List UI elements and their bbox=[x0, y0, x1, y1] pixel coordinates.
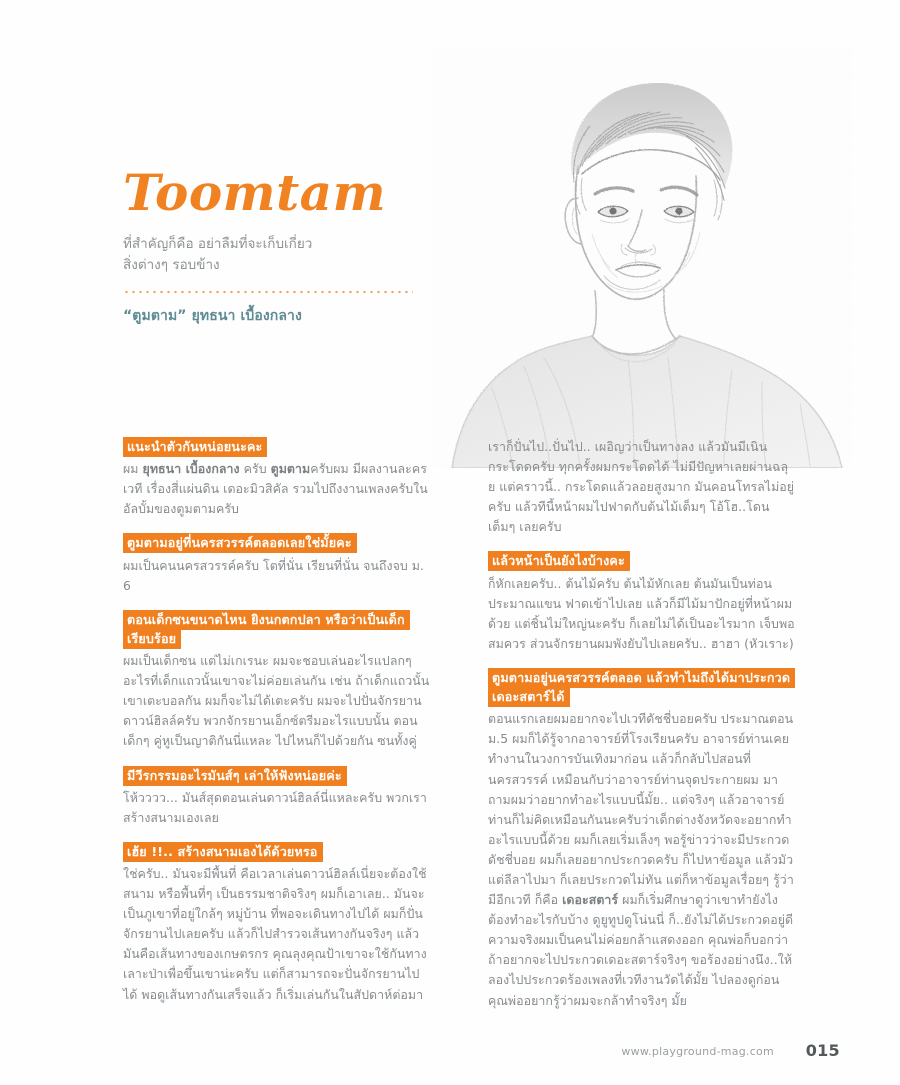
portrait-illustration bbox=[432, 48, 852, 468]
answer-paragraph bbox=[123, 651, 430, 751]
answer-emphasis: เดอะสตาร์ bbox=[562, 892, 619, 908]
qa-block bbox=[488, 437, 795, 537]
answer-paragraph bbox=[123, 556, 430, 596]
answer-text: ตอนแรกเลยผมอยากจะไปเวทีดัชชี่บอยครับ ประมาณตอน ม.5 ผมก็ได้รู้จากอาจารย์ที่โรงเรียนครับ อาจารย์ท่านเคยทำงานในวงการบันเทิงมาก่อน แล้วก็กลับไปสอนที่นครสวรรค์ เหมือนกับว่าอาจารย์ท่านจุดประกายผม มาถามผมว่าอยากทำอะไรแบบนี้มั้ย.. แต่จริงๆ แล้วอาจารย์ท่านก็ไม่คิดเหมือนกันนะครับว่าเด็กต่างจังหวัดจะอยากทำอะไรแบบนี้ด้วย ผมก็เลยเริ่มเล็งๆ พอรู้ข่าวว่าจะมีประกวดดัชชี่บอย ผมก็เลยอยากประกวดครับ ก็ไปหาข้อมูล แล้วมัวแต่ลีลาไปมา ก็เลยประกวดไม่ทัน แต่ก็หาข้อมูลเรื่อยๆ รู้ว่ามีอีกเวที ก็คือ bbox=[488, 711, 794, 908]
answer-text: ก็หักเลยครับ.. ต้นไม้ครับ ต้นไม้หักเลย ต้นมันเป็นท่อนประมาณแขน ฟาดเข้าไปเลย แล้วก็มีไม้มาปักอยู่ที่หน้าผมด้วย แต่ชิ้นไม่ใหญ่นะครับ ก็เลยไม่ได้เป็นอะไรมาก เจ็บพอสมควร ส่วนจักรยานผมพังยับไปเลยครับ.. ฮาฮา (หัวเราะ) bbox=[488, 575, 795, 651]
question-heading: ตูมตามอยู่นครสวรรค์ตลอด แล้วทำไมถึงได้มาประกวดเดอะสตาร์ได้ bbox=[488, 668, 795, 706]
answer-paragraph bbox=[488, 437, 795, 537]
answer-emphasis: ยุทธนา เบื้องกลาง bbox=[142, 461, 240, 477]
tagline bbox=[123, 234, 453, 276]
answer-text: โห้วววว... มันส์สุดตอนเล่นดาวน์ฮิลล์นี่แหละครับ พวกเราสร้างสนามเองเลย bbox=[123, 789, 427, 825]
answer-paragraph bbox=[123, 459, 430, 519]
qa-block bbox=[123, 610, 430, 752]
qa-block bbox=[123, 842, 430, 1005]
answer-text: ผมเป็นเด็กซน แต่ไม่เกเรนะ ผมจะชอบเล่นอะไรแปลกๆ อะไรที่เด็กแถวนั้นเขาจะไม่ค่อยเล่นกัน เช่น ถ้าเด็กแถวนั้นเขาเตะบอลกัน ผมก็จะไม่ได้เตะครับ ผมจะไปปั่นจักรยานดาวน์ฮิลล์ครับ พวกจักรยานเอ็กซ์ตรีมอะไรแบบนั้น ตอนเด็กๆ คู่หูเป็นญาติกันนี่แหละ ไปไหนก็ไปด้วยกัน ซนทั้งคู่ bbox=[123, 653, 430, 749]
answer-text: เราก็ปั่นไป..ปั่นไป.. เผอิญว่าเป็นทางลง แล้วมันมีเนินกระโดดครับ ทุกครั้งผมกระโดดได้ ไม่มีปัญหาเลยผ่านฉลุย แต่คราวนี้.. กระโดดแล้วลอยสูงมาก มันคอนโทรลไม่อยู่ครับ แล้วทีนี้หน้าผมไปฟาดกับต้นไม้เต็มๆ โอ้โฮ..โดนเต็มๆ เลยครับ bbox=[488, 439, 795, 535]
answer-text: ครับผม มีผลงานละครเวที เรื่องสี่แผ่นดิน เดอะมิวสิคัล รวมไปถึงงานเพลงครับในอัลบั้มของตูมตามครับ bbox=[123, 461, 428, 517]
question-heading: มีวีรกรรมอะไรมันส์ๆ เล่าให้ฟังหน่อยค่ะ bbox=[123, 766, 430, 785]
answer-text: ครับ bbox=[239, 461, 271, 477]
question-heading: ตูมตามอยู่ที่นครสวรรค์ตลอดเลยใช่มั้ยคะ bbox=[123, 533, 430, 552]
question-heading: แนะนำตัวกันหน่อยนะคะ bbox=[123, 437, 430, 456]
answer-text: ผม bbox=[123, 461, 143, 477]
qa-block bbox=[123, 766, 430, 828]
tagline-line-1: ที่สำคัญก็คือ อย่าลืมที่จะเก็บเกี่ยว bbox=[123, 236, 313, 252]
masthead bbox=[123, 163, 453, 327]
dotted-divider bbox=[123, 290, 413, 294]
answer-paragraph bbox=[488, 709, 795, 1010]
column-right bbox=[488, 437, 795, 1011]
website-url[interactable]: www.playground-mag.com bbox=[621, 1045, 774, 1058]
answer-paragraph bbox=[123, 864, 430, 1005]
qa-block bbox=[488, 668, 795, 1011]
question-heading: แล้วหน้าเป็นยังไงบ้างคะ bbox=[488, 551, 795, 570]
qa-block bbox=[123, 533, 430, 595]
qa-block bbox=[488, 551, 795, 654]
answer-paragraph bbox=[123, 788, 430, 828]
answer-paragraph bbox=[488, 574, 795, 654]
page-number: 015 bbox=[805, 1041, 840, 1060]
page-title: Toomtam bbox=[123, 163, 386, 222]
answer-text: ใช่ครับ.. มันจะมีพื้นที่ คือเวลาเล่นดาวน์ฮิลล์เนี่ยจะต้องใช้สนาม หรือพื้นที่ๆ เป็นธรรมชาติจริงๆ ผมก็เอาเลย.. มันจะเป็นภูเขาที่อยู่ใกล้ๆ หมู่บ้าน ที่พอจะเดินทางไปได้ ผมก็ปั่นจักรยานไปเลยครับ แล้วก็ไปสำรวจเส้นทางกันจริงๆ แล้วมันคือเส้นทางของเกษตรกร คุณลุงคุณป้าเขาจะใช้กันทางเลาะป่าเพื่อขึ้นเขาน่ะครับ แต่ก็สามารถจะปั่นจักรยานไปได้ พอดูเส้นทางกันเสร็จแล้ว ก็เริ่มเล่นกันในสัปดาห์ต่อมา bbox=[123, 865, 427, 1002]
qa-block bbox=[123, 437, 430, 519]
answer-text: ผมเป็นคนนครสวรรค์ครับ โตที่นั่น เรียนที่นั่น จนถึงจบ ม. 6 bbox=[123, 557, 425, 593]
article-columns bbox=[123, 437, 795, 1037]
column-left bbox=[123, 437, 430, 1005]
question-heading: เฮ้ย !!.. สร้างสนามเองได้ด้วยหรอ bbox=[123, 842, 430, 861]
answer-emphasis: ตูมตาม bbox=[270, 461, 311, 477]
answer-text: ผมก็เริ่มศึกษาดูว่าเขาทำยังไง ต้องทำอะไรกับบ้าง ดูยูทูปดูโน่นนี่ ก็..ยังไม่ได้ประกวดอยู่ดี ความจริงผมเป็นคนไม่ค่อยกล้าแสดงออก คุณพ่อก็บอกว่าถ้าอยากจะไปประกวดเดอะสตาร์จริงๆ ขอร้องอย่างนึง..ให้ลองไปประกวดร้องเพลงที่เวทีงานวัดได้มั้ย ไปลองดูก่อน คุณพ่ออยากรู้ว่าผมจะกล้าทำจริงๆ มั้ย bbox=[488, 892, 794, 1008]
question-heading: ตอนเด็กซนขนาดไหน ยิงนกตกปลา หรือว่าเป็นเด็กเรียบร้อย bbox=[123, 610, 430, 648]
page-footer bbox=[123, 1036, 840, 1058]
byline: “ตูมตาม” ยุทธนา เบื้องกลาง bbox=[123, 307, 302, 324]
tagline-line-2: สิ่งต่างๆ รอบข้าง bbox=[123, 256, 220, 273]
